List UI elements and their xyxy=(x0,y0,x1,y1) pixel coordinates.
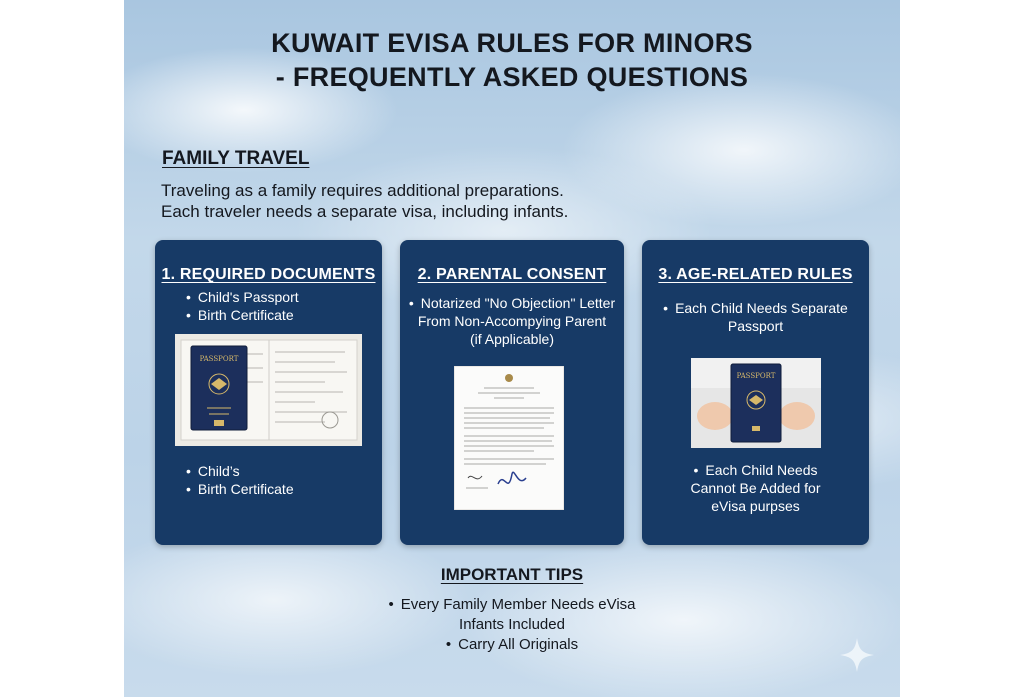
intro-line-2: Each traveler needs a separate visa, including infants. xyxy=(161,202,569,221)
passport-label: PASSPORT xyxy=(199,355,239,363)
card-title: 3. AGE-RELATED RULES xyxy=(658,266,853,283)
card-title: 1. REQUIRED DOCUMENTS xyxy=(161,266,376,283)
text-line: (if Applicable) xyxy=(469,331,555,347)
letter-illustration xyxy=(454,366,564,510)
card-consent-text xyxy=(400,294,624,348)
tip-line: • Carry All Originals xyxy=(124,635,900,655)
card-bullets-bottom xyxy=(186,462,294,498)
tip-line: • Every Family Member Needs eVisa xyxy=(124,595,900,615)
passport-label: PASSPORT xyxy=(736,372,776,380)
family-travel-intro xyxy=(161,180,681,222)
card-bullets-top xyxy=(186,288,299,324)
text-line: • Each Child Needs xyxy=(642,461,869,479)
important-tips-heading: IMPORTANT TIPS xyxy=(440,565,584,584)
intro-line-1: Traveling as a family requires additional preparations. xyxy=(161,181,564,200)
passport-and-birth-certificate-photo xyxy=(175,334,362,446)
child-holding-passport-photo xyxy=(691,358,821,448)
text-line: • Notarized "No Objection" Letter xyxy=(400,294,624,312)
infographic-canvas xyxy=(124,0,900,697)
family-travel-heading: FAMILY TRAVEL xyxy=(162,148,310,169)
documents-illustration xyxy=(175,334,362,446)
card-age-related-rules xyxy=(642,240,869,545)
notarized-letter-photo xyxy=(454,366,564,510)
bullet-item: • Child’s xyxy=(186,462,294,480)
text-line: Passport xyxy=(727,318,784,334)
card-age-text xyxy=(642,299,869,335)
tip-line: Infants Included xyxy=(459,616,565,633)
card-required-documents xyxy=(155,240,382,545)
text-line: Cannot Be Added for xyxy=(690,480,821,496)
card-age-bottom-text xyxy=(642,461,869,515)
child-passport-illustration xyxy=(691,358,821,448)
card-parental-consent xyxy=(400,240,624,545)
bullet-item: • Child's Passport xyxy=(186,288,299,306)
bullet-item: • Birth Certificate xyxy=(186,480,294,498)
card-title: 2. PARENTAL CONSENT xyxy=(417,266,607,283)
page-title-line-2: - FREQUENTLY ASKED QUESTIONS xyxy=(275,62,749,92)
sparkle-icon xyxy=(838,636,876,674)
text-line: From Non-Accompying Parent xyxy=(417,313,607,329)
page-title-line-1: KUWAIT EVISA RULES FOR MINORS xyxy=(271,28,753,58)
text-line: eVisa purpses xyxy=(711,498,800,514)
text-line: • Each Child Needs Separate xyxy=(642,299,869,317)
important-tips-list xyxy=(124,595,900,655)
bullet-item: • Birth Certificate xyxy=(186,306,299,324)
page-title xyxy=(124,26,900,94)
